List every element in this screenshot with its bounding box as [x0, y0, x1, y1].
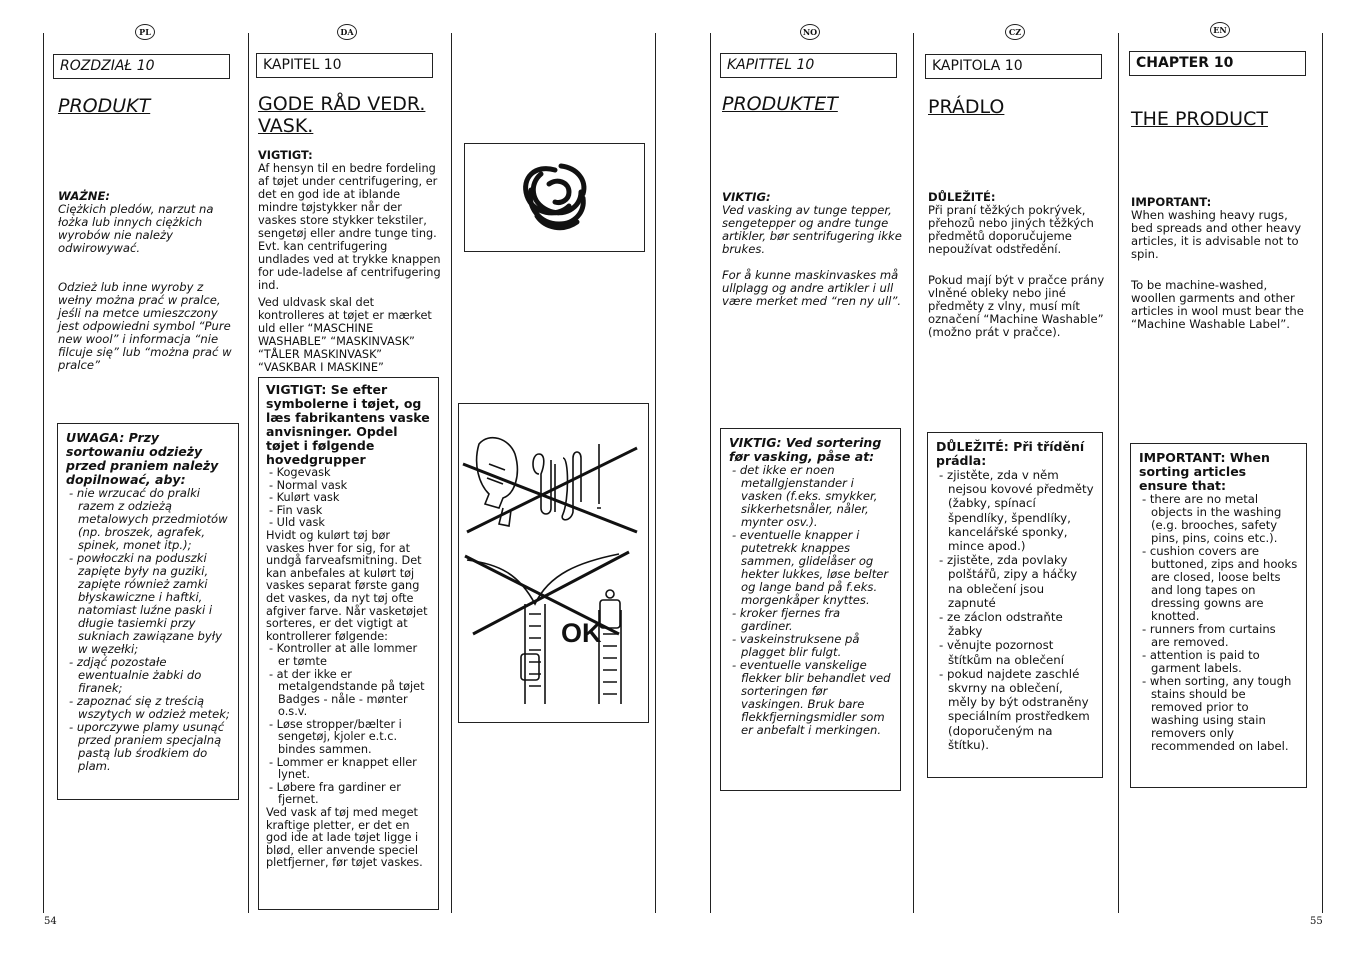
sorting-list-pl	[66, 487, 230, 773]
list-item: - attention is paid to garment labels.	[1139, 649, 1298, 675]
important-heading-en: IMPORTANT:	[1131, 195, 1212, 209]
language-badge-cz: CZ	[1005, 24, 1025, 40]
section-title-cz: PRÁDLO	[928, 96, 1005, 118]
list-item: - Kulørt vask	[266, 492, 431, 505]
wool-symbol-box	[464, 143, 645, 252]
list-item: - pokud najdete zaschlé skvrny na oblečení, měly by být odstraněny speciálním prostředkem (doporučeným na štítku).	[936, 667, 1094, 752]
section-title-en: THE PRODUCT	[1131, 108, 1268, 130]
page-number-right: 55	[1310, 916, 1323, 927]
list-item: - Normal vask	[266, 480, 431, 493]
list-item: - at der ikke er metalgendstande på tøjet Badges - nåle - mønter o.s.v.	[266, 669, 431, 719]
important-text-en: When washing heavy rugs, bed spreads and other heavy articles, it is advisable not to spin.	[1131, 208, 1302, 261]
language-badge-pl: PL	[135, 24, 155, 40]
chapter-heading-cz: KAPITOLA 10	[925, 54, 1102, 79]
cross-out-line	[467, 448, 637, 532]
section-title-pl: PRODUKT	[58, 95, 151, 117]
sorting-box-pl	[57, 423, 239, 800]
column-divider	[913, 33, 914, 913]
wool-text-da: Ved uldvask skal det kontrolleres at tøjet er mærket uld eller “MASCHINE WASHABLE” “MASKINVASK” “TÅLER MASKINVASK” “VASKBAR I MASKINE”	[258, 296, 432, 374]
list-item: - Fin vask	[266, 505, 431, 518]
important-heading-cz: DŮLEŽITÉ:	[928, 190, 996, 204]
chapter-heading-da: KAPITEL 10	[256, 53, 433, 78]
column-divider	[1118, 33, 1119, 913]
sorting-list-da	[266, 643, 431, 807]
important-text-cz: Při praní těžkých pokrývek, přehozů nebo jiných těžkých předmětů doporučujeme nepoužívat odstředění.	[928, 203, 1094, 256]
sorting-box-da	[258, 377, 439, 910]
important-text-no: Ved vasking av tunge tepper, sengetepper og andre tunge artikler, bør sentrifugering ikke brukes.	[722, 203, 902, 256]
chapter-heading-pl: ROZDZIAŁ 10	[53, 54, 230, 79]
sorting-heading-cz: DŮLEŽITÉ: Při třídění prádla:	[936, 439, 1085, 468]
list-item: - věnujte pozornost štítkům na oblečení	[936, 638, 1094, 666]
list-item: - nie wrzucać do pralki razem z odzieżą metalowych przedmiotów (np. broszek, agrafek, spinek, monet itp.);	[66, 487, 230, 552]
sorting-illustration-box	[458, 403, 649, 723]
list-item: - eventuelle knapper i putetrekk knappes sammen, glidelåser og hekter lukkes, løse belter og lange band på f.eks. morgenkåper knyttes.	[729, 529, 892, 607]
sorting-text-da: Hvidt og kulørt tøj bør vaskes hver for sig, for at undgå farveafsmitning. Det kan anbefales at kulørt tøj vaskes separat første gang det vaskes, da nyt tøj ofte afgiver farve. Når vasketøjet sorteres, er det vigtigt at kontrollerer følgende:	[266, 528, 428, 643]
page-number-left: 54	[44, 916, 57, 927]
list-item: - there are no metal objects in the washing (e.g. brooches, safety pins, pins, coins etc.).	[1139, 493, 1298, 545]
wool-text-pl: Odzież lub inne wyroby z wełny można prać w pralce, jeśli na metce umieszczony jest odpowiedni symbol “Pure new wool” i informacja “nie filcuje się” lub “można prać w pralce”	[58, 280, 232, 372]
list-item: - cushion covers are buttoned, zips and hooks are closed, loose belts and long tapes on dressing gowns are knotted.	[1139, 545, 1298, 623]
important-heading-da: VIGTIGT:	[258, 149, 313, 162]
list-item: - Kontroller at alle lommer er tømte	[266, 643, 431, 668]
column-divider	[1322, 33, 1323, 913]
list-item: - Løse stropper/bælter i sengetøj, kjoler e.t.c. bindes sammen.	[266, 719, 431, 757]
important-text-pl: Ciężkich pledów, narzut na łożka lub innych ciężkich wyrobów nie należy odwirowywać.	[58, 202, 214, 255]
list-item: - Lommer er knappet eller lynet.	[266, 757, 431, 782]
wool-text-cz: Pokud mají být v pračce prány vlněné obleky nebo jiné předměty z vlny, musí mít označení “Machine Washable” (možno prát v pračce).	[928, 273, 1105, 339]
sorting-list-en	[1139, 493, 1298, 753]
list-item: - Uld vask	[266, 517, 431, 530]
list-item: - ze záclon odstraňte žabky	[936, 610, 1094, 638]
sorting-list-cz	[936, 468, 1094, 752]
list-item: - kroker fjernes fra gardiner.	[729, 607, 892, 633]
ok-label: OK	[561, 618, 602, 648]
column-divider	[248, 33, 249, 913]
closed-zipper-icon	[599, 590, 621, 704]
metal-objects-icon	[477, 438, 601, 526]
sorting-heading-no: VIKTIG: Ved sortering før vasking, påse at:	[729, 435, 882, 464]
list-item: - det ikke er noen metallgjenstander i vasken (f.eks. smykker, sikkerhetsnåler, nåler, mynter osv.).	[729, 464, 892, 529]
list-item: - powłoczki na poduszki zapięte były na guziki, zapięte również zamki błyskawiczne i haftki, natomiast luźne paski i długie tasiemki przy sukniach zawiązane były w węzełki;	[66, 552, 230, 656]
section-title-no: PRODUKTET	[722, 93, 838, 115]
stain-text-da: Ved vask af tøj med meget kraftige pletter, er det en god ide at lade tøjet ligge i blød, eller anvende speciel pletfjerner, før tøjet vaskes.	[266, 806, 423, 870]
important-note-da	[258, 149, 442, 387]
important-heading-no: VIKTIG:	[722, 190, 771, 204]
important-note-en	[1131, 196, 1311, 344]
chapter-heading-no: KAPITTEL 10	[720, 53, 897, 78]
column-divider	[710, 33, 711, 913]
column-divider	[655, 33, 656, 913]
list-item: - zdjąć pozostałe ewentualnie żabki do firanek;	[66, 656, 230, 695]
important-note-cz	[928, 191, 1110, 352]
important-note-no	[722, 191, 902, 321]
language-badge-da: DA	[337, 24, 357, 40]
wool-text-no: For å kunne maskinvaskes må ullplagg og andre artikler i ull være merket med “ren ny ull”.	[722, 268, 902, 308]
sorting-heading-pl: UWAGA: Przy sortowaniu odzieży przed praniem należy dopilnować, aby:	[66, 430, 219, 487]
list-item: - zjistěte, zda povlaky polštářů, zipy a háčky na oblečení jsou zapnuté	[936, 553, 1094, 610]
sorting-list-no	[729, 464, 892, 737]
sorting-heading-en: IMPORTANT: When sorting articles ensure that:	[1139, 450, 1270, 493]
list-item: - runners from curtains are removed.	[1139, 623, 1298, 649]
column-divider	[43, 33, 44, 913]
list-item: - zjistěte, zda v něm nejsou kovové předměty (žabky, spínací špendlíky, špendlíky, kancelářské sponky, mince apod.)	[936, 468, 1094, 553]
important-text-da: Af hensyn til en bedre fordeling af tøjet under centrifugering, er det en god ide at iblande mindre tøjstykker når der vaskes store stykker tekstiler, sengetøj eller andre tunge ting. Evt. kan centrifugering undlades ved at trykke knappen for ude-ladelse af centrifugering ind.	[258, 162, 441, 292]
important-note-pl	[58, 190, 233, 385]
list-item: - vaskeinstruksene på plagget blir fulgt.	[729, 633, 892, 659]
column-divider	[451, 33, 452, 913]
sorting-box-en	[1130, 443, 1307, 788]
language-badge-en: EN	[1210, 22, 1230, 38]
section-title-da: GODE RÅD VEDR. VASK.	[258, 93, 426, 137]
list-item: - when sorting, any tough stains should be removed prior to washing using stain removers only recommended on label.	[1139, 675, 1298, 753]
sorting-box-no	[720, 428, 901, 791]
list-item: - uporczywe plamy usunąć przed praniem specjalną pastą lub środkiem do plam.	[66, 721, 230, 773]
list-item: - Kogevask	[266, 467, 431, 480]
list-item: - zapoznać się z treścią wszytych w odzież metek;	[66, 695, 230, 721]
sorting-box-cz	[927, 432, 1103, 778]
list-item: - Løbere fra gardiner er fjernet.	[266, 782, 431, 807]
wool-text-en: To be machine-washed, woollen garments and other articles in wool must bear the “Machine Washable Label”.	[1131, 278, 1304, 331]
wash-groups-list-da	[266, 467, 431, 530]
wool-mark-icon	[465, 144, 646, 253]
list-item: - eventuelle vanskelige flekker blir behandlet ved sorteringen før vaskingen. Bruk bare flekkfjerningsmidler som er anbefalt i merkingen.	[729, 659, 892, 737]
language-badge-no: NO	[800, 24, 820, 40]
sorting-illustration	[459, 404, 650, 724]
sorting-heading-da: VIGTIGT: Se efter symbolerne i tøjet, og læs fabrikantens vaske anvisninger. Opdel tøjet i følgende hovedgrupper	[266, 382, 430, 467]
important-heading-pl: WAŻNE:	[58, 189, 111, 203]
chapter-heading-en: CHAPTER 10	[1129, 51, 1306, 76]
